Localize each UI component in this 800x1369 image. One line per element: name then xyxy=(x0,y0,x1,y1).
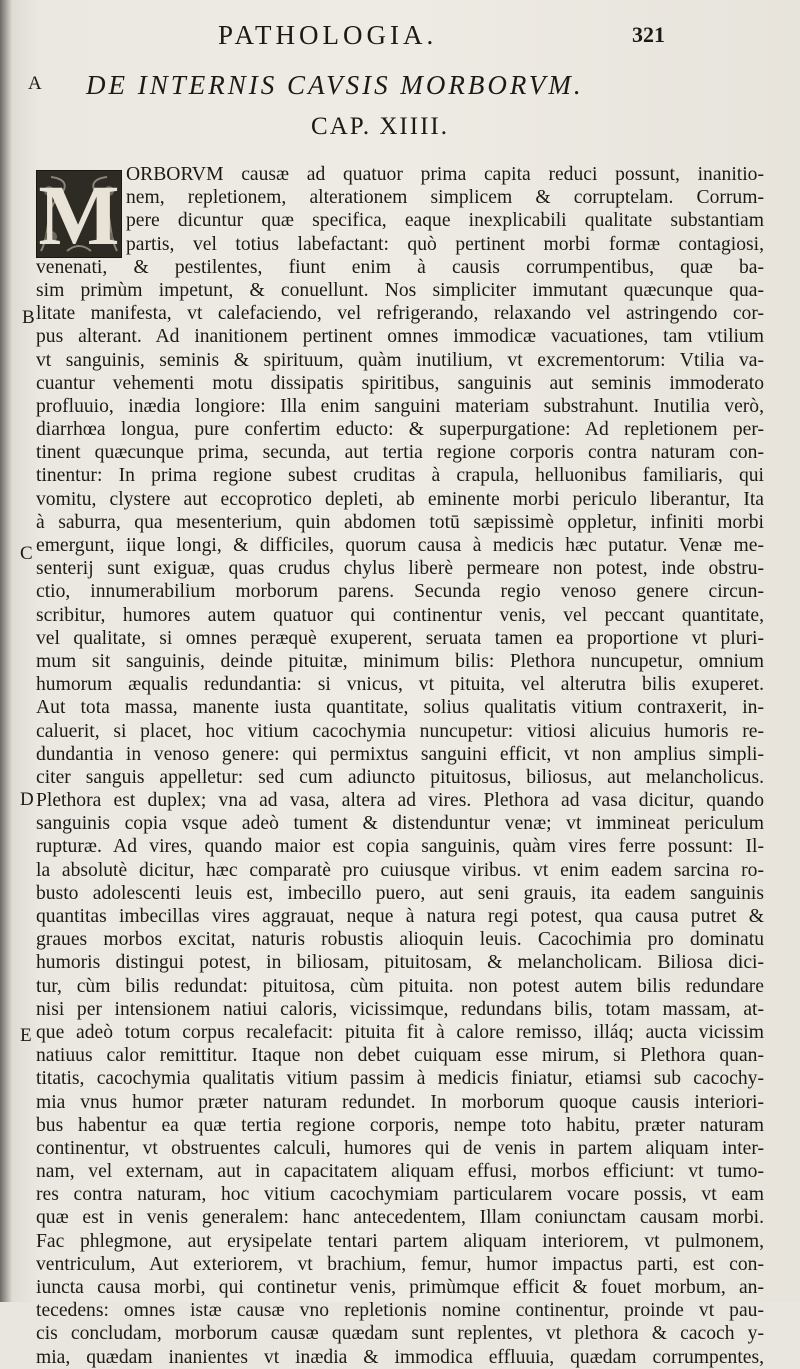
text-line: caluerit, si placet, hoc vitium cacochymia nuncupetur: vitiosi alicuius humoris re- xyxy=(36,720,764,742)
text-line: tinentur: In prima regione subest cruditas à crapula, helluonibus familiaris, qui xyxy=(36,465,764,487)
text-line: emergunt, iique longi, & difficiles, quorum causa à medicis hæc putatur. Venæ me- xyxy=(36,535,764,556)
text-line: Plethora est duplex; vna ad vasa, altera ad vires. Plethora ad vasa dicitur, quando xyxy=(36,790,764,812)
text-line: cis concludam, morborum causæ quædam sunt replentes, vt plethora & cacoch y- xyxy=(36,1323,764,1345)
text-line: cuantur vehementi motu dissipatis spiritibus, sanguinis aut seminis immoderato xyxy=(36,372,764,394)
text-line: partis, vel totius labefactant: quò pertinent morbi formæ contagiosi, xyxy=(126,233,764,255)
text-line: que adeò totum corpus recalefacit: pituita fit à calore remisso, illáq; aucta vicissim xyxy=(36,1021,764,1043)
text-line: natiuus calor remittitur. Itaque non debet cuiquam esse mirum, si Plethora quan- xyxy=(36,1045,764,1067)
page-gutter-shadow xyxy=(0,0,12,1302)
text-line: ORBORVM causæ ad quatuor prima capita reduci possunt, inanitio- xyxy=(126,164,764,185)
text-line: iuncta causa morbi, qui continetur venis, primùmque efficit & fouet morbum, an- xyxy=(36,1277,764,1298)
margin-letter-c: C xyxy=(20,543,33,564)
text-line: tecedens: omnes istæ causæ vno repletionis nomine continentur, proinde vt pau- xyxy=(36,1300,764,1322)
text-line: sim primùm impetunt, & conuellunt. Nos simpliciter immutant quæcunque qua- xyxy=(36,279,764,301)
text-line: res contra naturam, hoc vitium cacochymiam particularem vocare possis, vt eam xyxy=(36,1184,764,1206)
text-line: mia vnus humor præter naturam redundet. In morborum quoque causis interiori- xyxy=(36,1091,764,1113)
text-line: titatis, cacochymia qualitatis vitium passim à medicis finiatur, etiamsi sub cacochy- xyxy=(36,1068,764,1090)
text-line: vel qualitate, si omnes peræquè exuperent, seruata tamen ea proportione vt pluri- xyxy=(36,627,764,649)
text-line: quæ est in venis generalem: hanc antecedentem, Illam coniunctam causam morbi. xyxy=(36,1207,764,1229)
running-title: PATHOLOGIA. xyxy=(218,20,438,50)
text-line: mum sit sanguinis, deinde pituitæ, minimum bilis: Plethora nuncupetur, omnium xyxy=(36,650,764,672)
text-line: scribitur, humores autem quatuor qui continentur venis, vel peccant quantitate, xyxy=(36,604,764,626)
margin-letter-a: A xyxy=(28,73,42,94)
text-line: citer sanguis appelletur: sed cum adiuncto pituitosus, biliosus, aut melancholicus. xyxy=(36,766,764,788)
text-line: quantitas imbecillas vires aggrauat, neque à natura regi potest, qua causa putret & xyxy=(36,906,764,927)
text-line: pus alterant. Ad inanitionem pertinent omnes immodicæ vacuationes, tam vtilium xyxy=(36,326,764,348)
margin-letter-d: D xyxy=(20,789,34,810)
text-line: continentur, vt obstruentes calculi, humores qui de venis in partem aliquam inter- xyxy=(36,1137,764,1159)
initial-letter: M xyxy=(38,167,120,263)
text-line: litate manifesta, vt calefaciendo, vel refrigerando, relaxando vel astringendo cor- xyxy=(36,303,764,325)
text-line: graues morbos excitat, naturis robustis alioquin leuis. Cacochimia pro dominatu xyxy=(36,929,764,951)
text-line: diarrhœa longua, pure confertim educto: & superpurgatione: Ad repletionem per- xyxy=(36,419,764,441)
text-line: venenati, & pestilentes, fiunt enim à causis corrumpentibus, quæ ba- xyxy=(36,256,764,278)
text-line: la absolutè dicitur, hæc comparatè pro cuiusque viribus. vt enim eadem sarcina ro- xyxy=(36,859,764,881)
text-line: nem, repletionem, alterationem simplicem & corruptelam. Corrum- xyxy=(126,187,764,209)
text-line: dundantia in venoso genere: qui permixtus sanguini efficit, vt non amplius simpli- xyxy=(36,743,764,765)
text-line: humorum æqualis redundantia: si vnicus, vt pituita, vel alterutra bilis exuperet. xyxy=(36,674,764,696)
chapter-number: CAP. XIIII. xyxy=(311,113,449,140)
text-line: vt sanguinis, seminis & spirituum, quàm inutilium, vt excrementorum: Vtilia va- xyxy=(36,349,764,371)
margin-letter-b: B xyxy=(22,307,35,328)
text-line: Aut tota massa, manente iusta quantitate, solius qualitatis vitium contraxerit, in- xyxy=(36,697,764,719)
text-line: bus habentur ea quæ tertia regione corporis, nempe toto habitu, præter naturam xyxy=(36,1114,764,1136)
text-line: à saburra, qua mesenterium, quin abdomen totū sæpissimè oppletur, infiniti morbi xyxy=(36,511,764,533)
text-line: humoris distingui potest, in biliosam, pituitosam, & melancholicam. Biliosa dici- xyxy=(36,952,764,974)
text-line: sanguinis copia vsque adeò tument & distenduntur venæ; vt immineat periculum xyxy=(36,813,764,835)
text-line: Fac phlegmone, aut erysipelate tentari partem aliquam interiorem, vt pulmonem, xyxy=(36,1230,764,1252)
text-line: busto adolescenti leuis est, imbecillo puero, aut seni grauis, ita eadem sanguinis xyxy=(36,882,764,904)
text-line: vomitu, clystere aut eccoprotico depleti, ab eminente morbi periculo liberantur, Ita xyxy=(36,488,764,510)
margin-letter-e: E xyxy=(20,1025,32,1046)
text-line: mia, quædam inanientes vt inædia & immodica effluuia, quædam corrumpentes, xyxy=(36,1346,764,1368)
running-head xyxy=(0,18,800,54)
text-line: profluuio, inædia longiore: Illa enim sanguini materiam substrahunt. Inutilia verò, xyxy=(36,395,764,417)
text-line: tur, cùm bilis redundat: pituitosa, cùm pituita. non potest autem bilis redundare xyxy=(36,975,764,997)
chapter-title: DE INTERNIS CAVSIS MORBORVM. xyxy=(86,70,584,100)
body-text xyxy=(36,163,764,1369)
text-line: nam, vel externam, aut in capacitatem aliquam effusi, morbos efficiunt: vt tumo- xyxy=(36,1161,764,1183)
text-line: rupturæ. Ad vires, quando maior est copia sanguinis, quàm vires ferre possunt: Il- xyxy=(36,836,764,858)
page-number: 321 xyxy=(632,22,665,47)
text-line: tinent quæcunque prima, secunda, aut tertia regione corporis contra naturam con- xyxy=(36,442,764,464)
text-line: pere dicuntur quæ specifica, eaque inexplicabili qualitate substantiam xyxy=(126,210,764,232)
text-line: ctio, innumerabilium morborum parens. Secunda regio venoso genere circun- xyxy=(36,581,764,603)
text-line: senterij sunt exiguæ, quas crudus chylus liberè permeare non potest, inde obstru- xyxy=(36,558,764,580)
text-line: nisi per intensionem natiui caloris, vicissimque, redundans bilis, totam massam, at- xyxy=(36,998,764,1020)
text-line: ventriculum, Aut exteriorem, vt brachium, femur, humor impactus parti, est con- xyxy=(36,1253,764,1275)
